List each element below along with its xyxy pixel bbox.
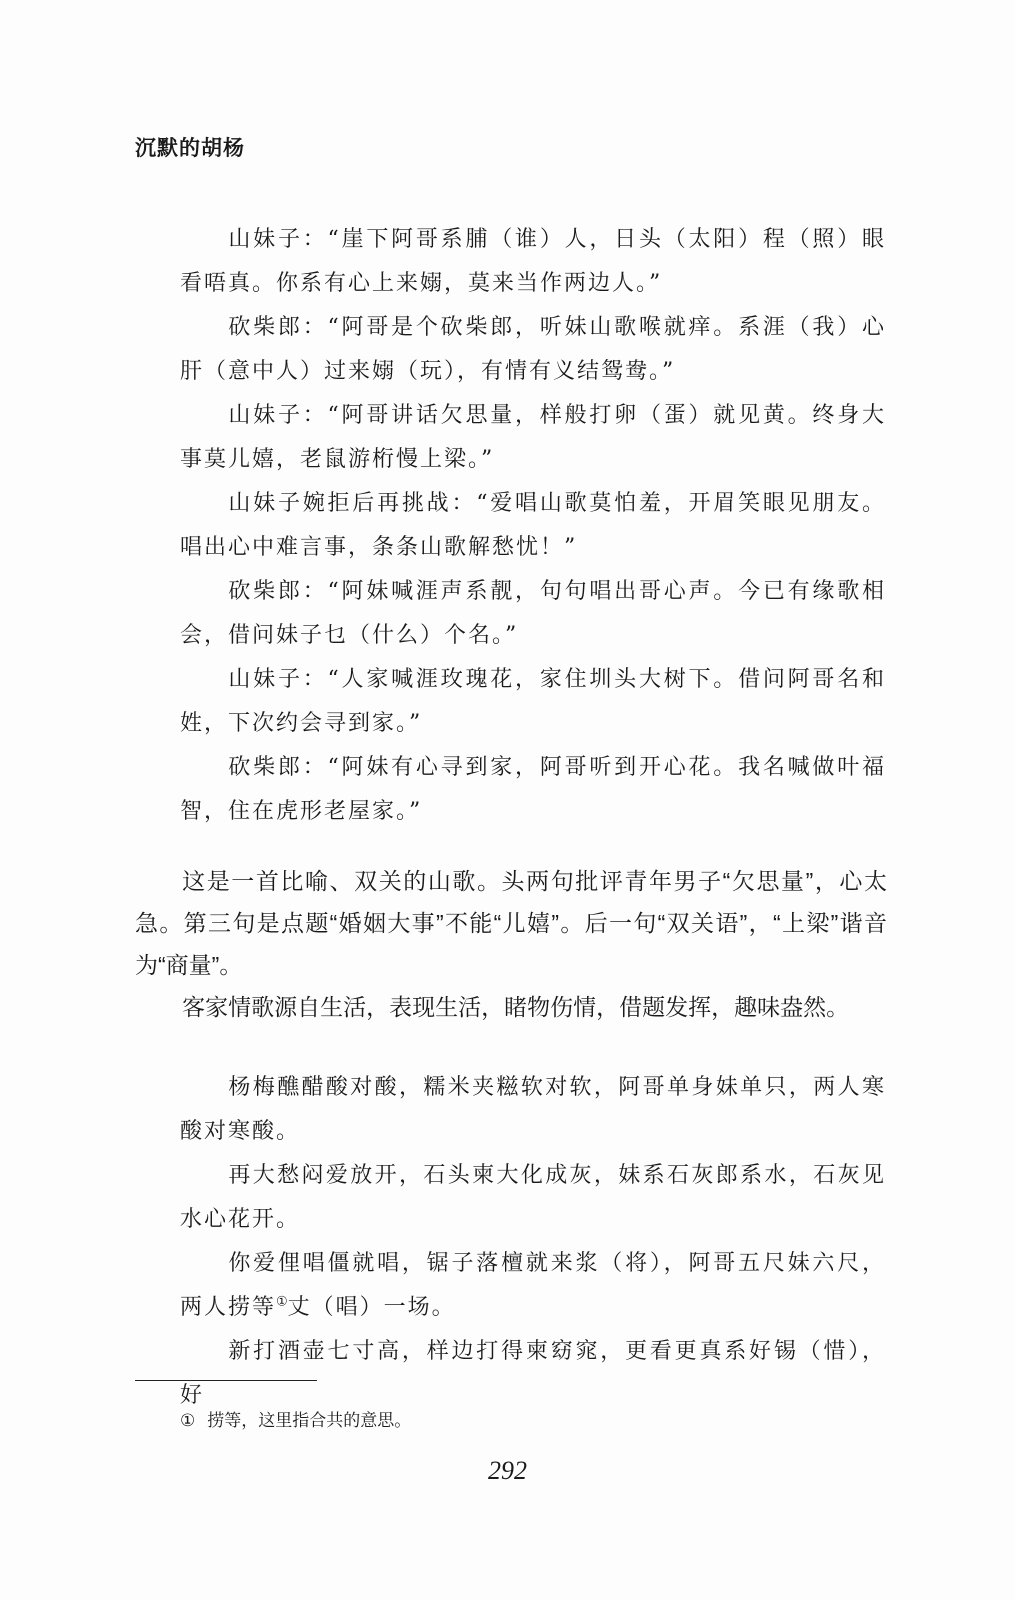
footnote <box>180 1408 411 1434</box>
song-line: 山妹子：“人家喊涯玫瑰花，家住圳头大树下。借问阿哥名和姓，下次约会寻到家。” <box>180 667 886 736</box>
song-line-text: 丈（唱）一场。 <box>287 1295 456 1320</box>
song-line: 砍柴郎：“阿妹有心寻到家，阿哥听到开心花。我名喊做叶福智，住在虎形老屋家。” <box>180 755 886 824</box>
page-number: 292 <box>488 1456 527 1485</box>
song-line: 山妹子：“阿哥讲话欠思量，样般打卵（蛋）就见黄。终身大事莫儿嬉，老鼠游桁慢上梁。” <box>180 403 886 472</box>
song-line <box>180 1242 886 1330</box>
song-line: 山妹子婉拒后再挑战：“爱唱山歌莫怕羞，开眉笑眼见朋友。唱出心中难言事，条条山歌解愁忧！” <box>180 491 886 560</box>
song-line: 再大愁闷爱放开，石头柬大化成灰，妹系石灰郎系水，石灰见水心花开。 <box>180 1163 886 1232</box>
footnote-reference[interactable]: ① <box>276 1294 288 1310</box>
song-line-text: 你爱俚唱僵就唱，锯子落檀就来浆（将），阿哥五尺妹六尺，两人捞等 <box>180 1251 886 1320</box>
song-line: 杨梅醮醋酸对酸，糯米夹糍软对软，阿哥单身妹单只，两人寒酸对寒酸。 <box>180 1075 886 1144</box>
commentary <box>135 860 887 1028</box>
song-line: 山妹子：“崖下阿哥系脯（谁）人，日头（太阳）程（照）眼看唔真。你系有心上来嫋，莫来当作两边人。” <box>180 227 886 296</box>
love-song-verses <box>180 1066 886 1418</box>
footnote-text: 捞等，这里指合共的意思。 <box>207 1411 412 1430</box>
footnote-divider <box>135 1380 317 1381</box>
commentary-paragraph: 客家情歌源自生活，表现生活，睹物伤情，借题发挥，趣味盎然。 <box>182 994 850 1020</box>
running-title: 沉默的胡杨 <box>135 135 245 160</box>
footnote-marker: ① <box>180 1411 196 1430</box>
song-line: 砍柴郎：“阿妹喊涯声系靓，句句唱出哥心声。今已有缘歌相会，借问妹子乜（什么）个名。” <box>180 579 886 648</box>
song-line: 砍柴郎：“阿哥是个砍柴郎，听妹山歌喉就痒。系涯（我）心肝（意中人）过来嫋（玩），有情有义结鸳鸯。” <box>180 315 886 384</box>
folk-song-dialogue <box>180 218 886 834</box>
song-line: 新打酒壶七寸高，样边打得柬窈窕，更看更真系好锡（惜），好 <box>180 1339 886 1408</box>
commentary-paragraph: 这是一首比喻、双关的山歌。头两句批评青年男子“欠思量”，心太急。第三句是点题“婚姻大事”不能“儿嬉”。后一句“双关语”，“上梁”谐音为“商量”。 <box>135 868 887 978</box>
